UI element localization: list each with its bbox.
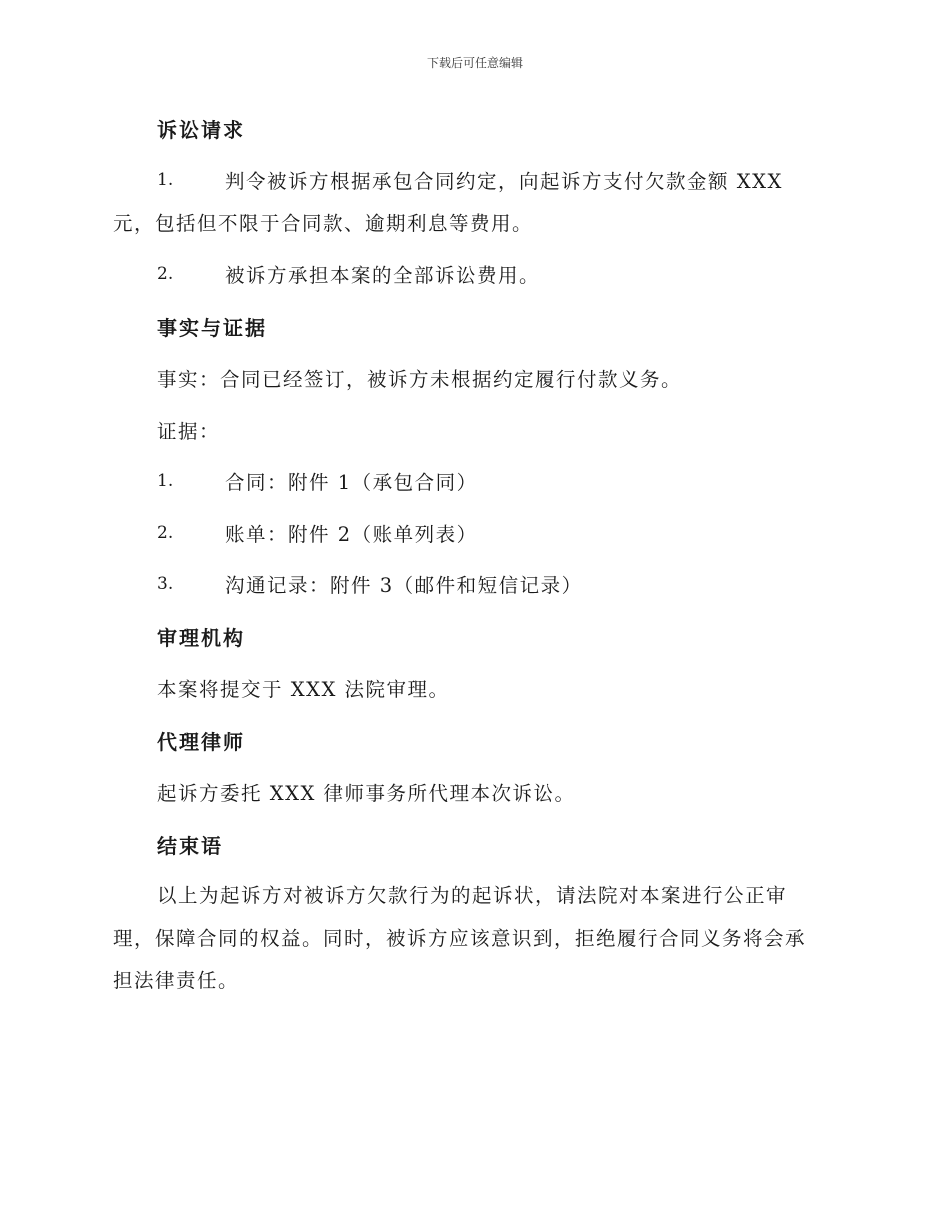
closing-text: 理，保障合同的权益。同时，被诉方应该意识到，拒绝履行合同义务将会承 bbox=[113, 927, 807, 950]
claim-text-continued: 元，包括但不限于合同款、逾期利息等费用。 bbox=[113, 212, 534, 235]
evidence-label: 证据： bbox=[157, 420, 221, 443]
page-header: 下载后可任意编辑 bbox=[426, 56, 523, 70]
section-heading-court: 审理机构 bbox=[157, 626, 245, 650]
closing-text: 以上为起诉方对被诉方欠款行为的起诉状，请法院对本案进行公正审 bbox=[157, 884, 788, 907]
claim-number: 2. bbox=[157, 264, 174, 284]
claim-number: 1. bbox=[157, 170, 174, 190]
evidence-item: 账单：附件 2（账单列表） bbox=[225, 523, 478, 546]
section-heading-closing: 结束语 bbox=[157, 834, 223, 858]
lawyer-text: 起诉方委托 XXX 律师事务所代理本次诉讼。 bbox=[157, 782, 576, 805]
court-text: 本案将提交于 XXX 法院审理。 bbox=[157, 678, 450, 701]
evidence-number: 3. bbox=[157, 574, 174, 594]
claim-text: 判令被诉方根据承包合同约定，向起诉方支付欠款金额 XXX bbox=[225, 170, 783, 193]
evidence-item: 合同：附件 1（承包合同） bbox=[225, 471, 478, 494]
claim-text: 被诉方承担本案的全部诉讼费用。 bbox=[225, 264, 541, 287]
evidence-item: 沟通记录：附件 3（邮件和短信记录） bbox=[225, 574, 583, 597]
closing-text: 担法律责任。 bbox=[113, 969, 240, 992]
section-heading-lawyer: 代理律师 bbox=[157, 730, 245, 754]
section-heading-facts: 事实与证据 bbox=[157, 316, 267, 340]
section-heading-claims: 诉讼请求 bbox=[157, 118, 245, 142]
fact-line: 事实：合同已经签订，被诉方未根据约定履行付款义务。 bbox=[157, 368, 683, 391]
evidence-number: 2. bbox=[157, 523, 174, 543]
evidence-number: 1. bbox=[157, 471, 174, 491]
